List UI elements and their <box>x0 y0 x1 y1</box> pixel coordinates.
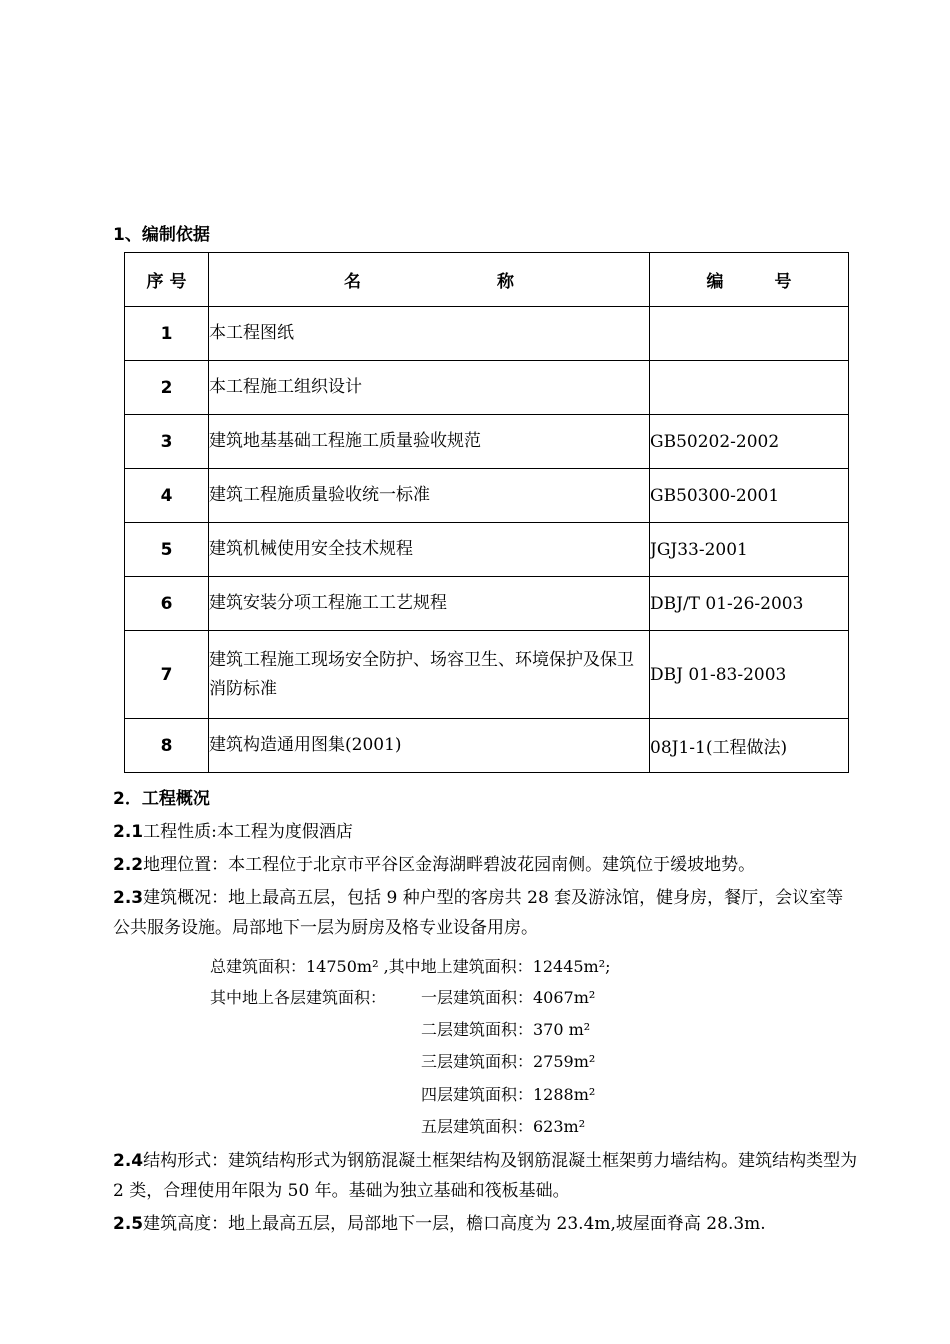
section-title-overview: 2．工程概况 <box>113 789 210 809</box>
row-name: 建筑机械使用安全技术规程 <box>209 523 650 577</box>
row-code <box>650 307 849 361</box>
paragraph-2-2 <box>113 850 858 880</box>
table-row <box>125 307 849 361</box>
row-no: 8 <box>125 719 209 773</box>
row-name: 建筑安装分项工程施工工艺规程 <box>209 577 650 631</box>
total-area-line: 总建筑面积：14750m² ,其中地上建筑面积：12445m²; <box>210 957 611 976</box>
row-code: DBJ 01-83-2003 <box>650 631 849 719</box>
paragraph-text: 结构形式：建筑结构形式为钢筋混凝土框架结构及钢筋混凝土框架剪力墙结构。建筑结构类型为 2 类，合理使用年限为 50 年。基础为独立基础和筏板基础。 <box>113 1151 858 1201</box>
paragraph-number: 2.5 <box>113 1214 144 1234</box>
row-code <box>650 361 849 415</box>
paragraph-text: 地理位置：本工程位于北京市平谷区金海湖畔碧波花园南侧。建筑位于缓坡地势。 <box>143 855 756 875</box>
row-name: 建筑工程施工现场安全防护、场容卫生、环境保护及保卫消防标准 <box>209 631 650 719</box>
row-code: GB50202-2002 <box>650 415 849 469</box>
paragraph-number: 2.1 <box>113 822 144 842</box>
floor-area-2: 二层建筑面积：370 m² <box>421 1020 591 1039</box>
row-no: 3 <box>125 415 209 469</box>
table-row <box>125 577 849 631</box>
paragraph-number: 2.4 <box>113 1151 144 1171</box>
paragraph-number: 2.2 <box>113 855 144 875</box>
row-code: DBJ/T 01-26-2003 <box>650 577 849 631</box>
paragraph-text: 工程性质:本工程为度假酒店 <box>143 822 353 842</box>
table-row <box>125 469 849 523</box>
row-no: 4 <box>125 469 209 523</box>
row-name: 本工程施工组织设计 <box>209 361 650 415</box>
table-row <box>125 523 849 577</box>
floor-area-3: 三层建筑面积：2759m² <box>421 1052 596 1071</box>
floor-area-label: 其中地上各层建筑面积： <box>210 988 387 1007</box>
row-name: 建筑地基基础工程施工质量验收规范 <box>209 415 650 469</box>
row-code: GB50300-2001 <box>650 469 849 523</box>
row-name: 本工程图纸 <box>209 307 650 361</box>
section-title-basis: 1、编制依据 <box>113 225 210 245</box>
paragraph-2-5 <box>113 1209 858 1239</box>
paragraph-text: 建筑概况：地上最高五层，包括 9 种户型的客房共 28 套及游泳馆，健身房，餐厅，会议室等公共服务设施。局部地下一层为厨房及格专业设备用房。 <box>113 888 844 938</box>
header-code: 编 号 <box>650 253 849 307</box>
floor-area-4: 四层建筑面积：1288m² <box>421 1085 596 1104</box>
paragraph-text: 建筑高度：地上最高五层，局部地下一层，檐口高度为 23.4m,坡屋面脊高 28.3m. <box>143 1214 766 1234</box>
paragraph-2-4 <box>113 1146 858 1206</box>
floor-area-5: 五层建筑面积：623m² <box>421 1117 586 1136</box>
table-row <box>125 415 849 469</box>
row-no: 1 <box>125 307 209 361</box>
table-row <box>125 631 849 719</box>
paragraph-number: 2.3 <box>113 888 144 908</box>
paragraph-2-3 <box>113 883 858 943</box>
row-code: 08J1-1(工程做法) <box>650 719 849 773</box>
table-row <box>125 361 849 415</box>
table-header-row <box>125 253 849 307</box>
row-no: 5 <box>125 523 209 577</box>
basis-table <box>124 252 849 773</box>
row-code: JGJ33-2001 <box>650 523 849 577</box>
header-no: 序 号 <box>125 253 209 307</box>
paragraph-2-1 <box>113 817 858 847</box>
table-row <box>125 719 849 773</box>
header-name: 名 称 <box>209 253 650 307</box>
floor-area-1: 一层建筑面积：4067m² <box>421 988 596 1007</box>
row-no: 7 <box>125 631 209 719</box>
row-name: 建筑工程施质量验收统一标准 <box>209 469 650 523</box>
row-no: 6 <box>125 577 209 631</box>
row-name: 建筑构造通用图集(2001) <box>209 719 650 773</box>
row-no: 2 <box>125 361 209 415</box>
